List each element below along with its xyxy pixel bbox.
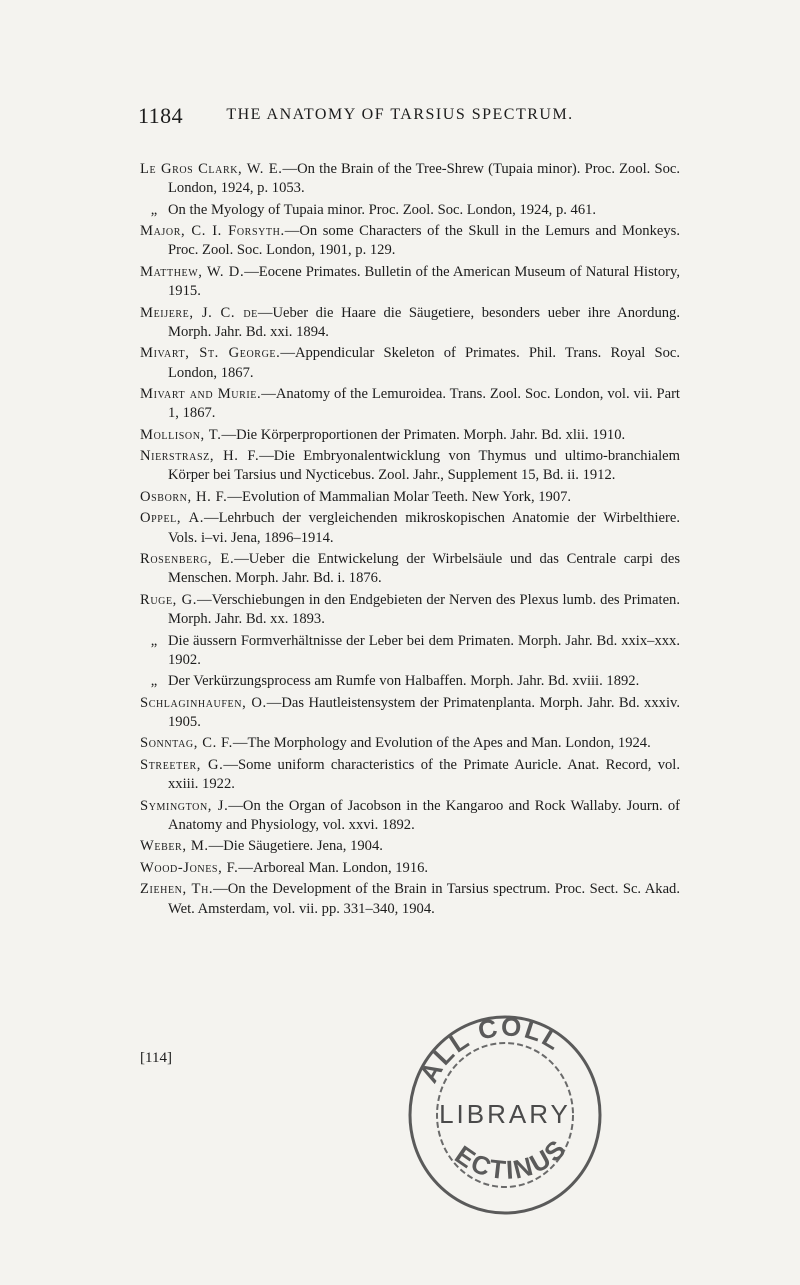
reference-text: —Das Hautleistensystem der Primatenplanta. Morph. Jahr. Bd. xxxiv. 1905. bbox=[168, 694, 680, 730]
reference-text: Die äussern Formverhältnisse der Leber bei dem Primaten. Morph. Jahr. Bd. xxix–xxx. 1902. bbox=[168, 632, 680, 668]
reference-text: —Some uniform characteristics of the Primate Auricle. Anat. Record, vol. xxiii. 1922. bbox=[168, 756, 680, 793]
reference-author: Ruge, G. bbox=[140, 591, 197, 608]
reference-author: Rosenberg, E. bbox=[140, 551, 235, 568]
reference-author: Osborn, H. F. bbox=[140, 488, 228, 505]
reference-author: Weber, M. bbox=[140, 838, 209, 855]
plate-number: [114] bbox=[140, 1050, 172, 1066]
reference-entry bbox=[140, 263, 680, 301]
reference-author: Sonntag, C. F. bbox=[140, 735, 233, 752]
reference-entry bbox=[140, 859, 680, 878]
reference-entry bbox=[140, 385, 680, 423]
reference-author: Major, C. I. Forsyth. bbox=[140, 223, 285, 240]
reference-text: —Die Säugetiere. Jena, 1904. bbox=[208, 838, 383, 855]
reference-author: Wood-Jones, F. bbox=[140, 859, 239, 876]
reference-entry bbox=[140, 694, 680, 732]
reference-text: —Lehrbuch der vergleichenden mikroskopischen Anatomie der Wirbelthiere. Vols. i–vi. Jena, 1896–1914. bbox=[168, 510, 680, 546]
reference-entry bbox=[140, 344, 680, 382]
ditto-mark: „ bbox=[150, 673, 158, 690]
running-head: THE ANATOMY OF TARSIUS SPECTRUM. bbox=[226, 106, 574, 123]
reference-entry bbox=[140, 734, 680, 753]
reference-author: Matthew, W. D. bbox=[140, 263, 245, 280]
reference-author: Mivart and Murie. bbox=[140, 386, 262, 403]
reference-list bbox=[140, 160, 680, 921]
reference-text: —Arboreal Man. London, 1916. bbox=[238, 859, 429, 876]
reference-text: —On some Characters of the Skull in the Lemurs and Monkeys. Proc. Zool. Soc. London, 1901, p. 129. bbox=[168, 223, 681, 259]
stamp-bottom-text: ECTINUS bbox=[449, 1132, 573, 1186]
reference-text: On the Myology of Tupaia minor. Proc. Zool. Soc. London, 1924, p. 461. bbox=[168, 201, 597, 218]
reference-text: —Ueber die Haare die Säugetiere, besonders ueber ihre Anordung. Morph. Jahr. Bd. xxi. 1894. bbox=[168, 304, 680, 340]
svg-text:ALL COLL bbox=[413, 1011, 567, 1087]
reference-entry bbox=[140, 880, 680, 918]
reference-author: Mivart, St. George. bbox=[140, 345, 281, 362]
reference-text: Der Verkürzungsprocess am Rumfe von Halbaffen. Morph. Jahr. Bd. xviii. 1892. bbox=[168, 673, 640, 690]
reference-author: Ziehen, Th. bbox=[140, 881, 214, 898]
reference-text: —Appendicular Skeleton of Primates. Phil. Trans. Royal Soc. London, 1867. bbox=[168, 345, 681, 381]
reference-entry bbox=[140, 488, 680, 507]
reference-entry bbox=[140, 591, 680, 629]
library-stamp-icon bbox=[360, 975, 640, 1215]
stamp-top-text: ALL COLL bbox=[413, 1011, 568, 1088]
reference-text: —On the Development of the Brain in Tarsius spectrum. Proc. Sect. Sc. Akad. Wet. Amsterdam, vol. vii. pp. 331–340, 1904. bbox=[168, 881, 680, 917]
reference-author: Symington, J. bbox=[140, 797, 229, 814]
reference-entry bbox=[140, 756, 680, 794]
reference-entry bbox=[140, 304, 680, 342]
reference-entry bbox=[140, 509, 680, 547]
reference-text: —Die Embryonalentwicklung von Thymus und ultimo-branchialem Körper bei Tarsius und Nycticebus. Zool. Jahr., Supplement 15, Bd. ii. 1912. bbox=[168, 448, 681, 484]
stamp-middle-text: LIBRARY bbox=[439, 1099, 571, 1129]
reference-entry bbox=[140, 426, 680, 445]
ditto-mark: „ bbox=[150, 201, 158, 218]
reference-entry bbox=[140, 672, 680, 691]
reference-text: —Die Körperproportionen der Primaten. Morph. Jahr. Bd. xlii. 1910. bbox=[221, 426, 626, 443]
reference-text: —On the Organ of Jacobson in the Kangaroo and Rock Wallaby. Journ. of Anatomy and Physiology, vol. xxvi. 1892. bbox=[168, 797, 680, 833]
reference-author: Streeter, G. bbox=[140, 756, 224, 773]
reference-author: Oppel, A. bbox=[140, 510, 205, 527]
page-number: 1184 bbox=[138, 103, 184, 128]
reference-text: —Ueber die Entwickelung der Wirbelsäule und das Centrale carpi des Menschen. Morph. Jahr. Bd. i. 1876. bbox=[168, 551, 680, 587]
reference-author: Nierstrasz, H. F. bbox=[140, 448, 260, 465]
reference-entry bbox=[140, 201, 680, 220]
reference-entry bbox=[140, 222, 680, 260]
reference-entry bbox=[140, 160, 680, 198]
reference-entry bbox=[140, 447, 680, 485]
reference-text: —Anatomy of the Lemuroidea. Trans. Zool. Soc. London, vol. vii. Part 1, 1867. bbox=[168, 386, 680, 422]
reference-text: —Evolution of Mammalian Molar Teeth. New York, 1907. bbox=[227, 488, 572, 505]
reference-author: Mollison, T. bbox=[140, 426, 222, 443]
reference-author: Le Gros Clark, W. E. bbox=[140, 161, 283, 177]
reference-author: Schlaginhaufen, O. bbox=[140, 694, 267, 711]
reference-entry bbox=[140, 837, 680, 856]
reference-text: —Eocene Primates. Bulletin of the American Museum of Natural History, 1915. bbox=[168, 263, 680, 300]
reference-entry bbox=[140, 550, 680, 588]
reference-author: Meijere, J. C. de bbox=[140, 304, 258, 321]
reference-text: —On the Brain of the Tree-Shrew (Tupaia minor). Proc. Zool. Soc. London, 1924, p. 1053. bbox=[168, 161, 680, 197]
ditto-mark: „ bbox=[150, 632, 158, 649]
reference-entry bbox=[140, 632, 680, 670]
reference-text: —The Morphology and Evolution of the Apes and Man. London, 1924. bbox=[232, 735, 651, 752]
reference-entry bbox=[140, 797, 680, 835]
svg-text:ECTINUS bbox=[450, 1133, 573, 1186]
reference-text: —Verschiebungen in den Endgebieten der Nerven des Plexus lumb. des Primaten. Morph. Jahr. Bd. xx. 1893. bbox=[168, 591, 680, 628]
